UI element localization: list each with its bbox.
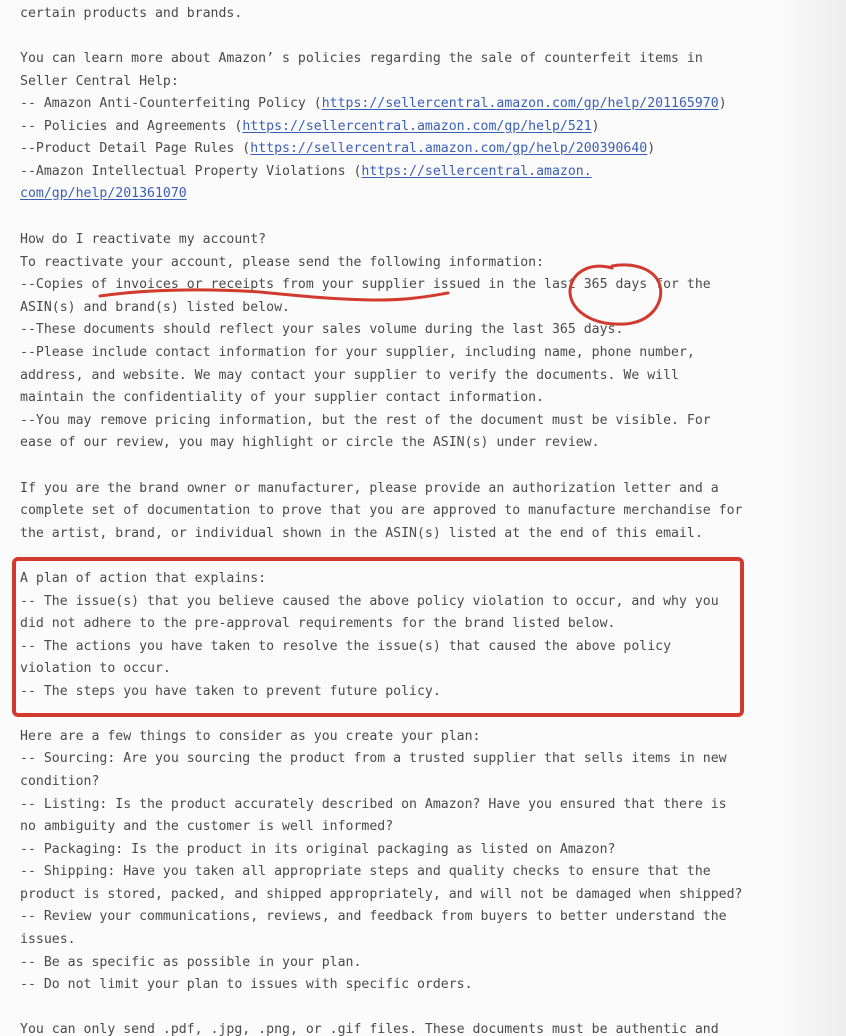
- policy-link-line: [20, 93, 727, 115]
- text-line: You can learn more about Amazon’ s policies regarding the sale of counterfeit items in: [20, 51, 703, 66]
- link-suffix: ): [591, 119, 600, 134]
- text-line: no ambiguity and the customer is well informed?: [20, 819, 394, 834]
- policy-link-line: [20, 161, 592, 183]
- text-line: violation to occur.: [20, 661, 171, 676]
- text-line: -- Review your communications, reviews, and feedback from buyers to better understand the: [20, 909, 727, 924]
- text-line: Seller Central Help:: [20, 74, 179, 89]
- policy-link-line: [20, 116, 600, 138]
- text-line: -- Be as specific as possible in your plan.: [20, 955, 362, 970]
- text-line: the artist, brand, or individual shown in the ASIN(s) listed at the end of this email.: [20, 526, 703, 541]
- detail-page-rules-link[interactable]: https://sellercentral.amazon.com/gp/help/200390640: [250, 141, 648, 156]
- text-line: --These documents should reflect your sales volume during the last 365 days.: [20, 322, 624, 337]
- ip-violations-link[interactable]: https://sellercentral.amazon.: [361, 164, 592, 179]
- policy-link-line: [20, 138, 655, 160]
- text-line: -- Listing: Is the product accurately described on Amazon? Have you ensured that there is: [20, 797, 727, 812]
- text-line: certain products and brands.: [20, 6, 243, 21]
- section-heading: How do I reactivate my account?: [20, 232, 267, 247]
- anti-counterfeiting-policy-link[interactable]: https://sellercentral.amazon.com/gp/help/201165970: [321, 96, 719, 111]
- plan-of-action-heading: A plan of action that explains:: [20, 571, 267, 586]
- text-line: -- Packaging: Is the product in its original packaging as listed on Amazon?: [20, 842, 616, 857]
- text-line: --You may remove pricing information, but the rest of the document must be visible. For: [20, 413, 711, 428]
- link-prefix: --Product Detail Page Rules (: [20, 141, 251, 156]
- red-highlight-box: [12, 557, 744, 717]
- page-edge-shadow: [776, 0, 846, 1036]
- text-line: -- Do not limit your plan to issues with specific orders.: [20, 977, 473, 992]
- policies-agreements-link[interactable]: https://sellercentral.amazon.com/gp/help/521: [242, 119, 592, 134]
- link-prefix: -- Amazon Anti-Counterfeiting Policy (: [20, 96, 322, 111]
- text-line: complete set of documentation to prove that you are approved to manufacture merchandise for: [20, 503, 743, 518]
- link-prefix: -- Policies and Agreements (: [20, 119, 243, 134]
- text-line: -- Shipping: Have you taken all appropriate steps and quality checks to ensure that the: [20, 864, 711, 879]
- text-line: maintain the confidentiality of your supplier contact information.: [20, 390, 545, 405]
- text-line: --Copies of invoices or receipts from your supplier issued in the last 365 days for the: [20, 277, 711, 292]
- text-line: You can only send .pdf, .jpg, .png, or .gif files. These documents must be authentic and: [20, 1022, 719, 1036]
- text-line: If you are the brand owner or manufacturer, please provide an authorization letter and a: [20, 481, 719, 496]
- text-line: --Please include contact information for your supplier, including name, phone number,: [20, 345, 695, 360]
- text-line: -- The steps you have taken to prevent future policy.: [20, 684, 441, 699]
- text-line: -- Sourcing: Are you sourcing the product from a trusted supplier that sells items in new: [20, 751, 727, 766]
- link-suffix: ): [718, 96, 727, 111]
- text-line: condition?: [20, 774, 100, 789]
- ip-violations-link-cont[interactable]: com/gp/help/201361070: [20, 186, 187, 201]
- text-line: issues.: [20, 932, 76, 947]
- text-line: -- The actions you have taken to resolve the issue(s) that caused the above policy: [20, 639, 672, 654]
- text-line: ASIN(s) and brand(s) listed below.: [20, 300, 290, 315]
- text-line: product is stored, packed, and shipped appropriately, and will not be damaged when shipped?: [20, 887, 743, 902]
- policy-link-line: [20, 183, 187, 205]
- text-line: ease of our review, you may highlight or circle the ASIN(s) under review.: [20, 435, 600, 450]
- text-line: address, and website. We may contact your supplier to verify the documents. We will: [20, 368, 679, 383]
- text-line: did not adhere to the pre-approval requirements for the brand listed below.: [20, 616, 616, 631]
- link-prefix: --Amazon Intellectual Property Violations (: [20, 164, 362, 179]
- link-suffix: ): [647, 141, 656, 156]
- text-line: To reactivate your account, please send the following information:: [20, 255, 545, 270]
- section-heading: Here are a few things to consider as you create your plan:: [20, 729, 481, 744]
- text-line: -- The issue(s) that you believe caused the above policy violation to occur, and why you: [20, 594, 719, 609]
